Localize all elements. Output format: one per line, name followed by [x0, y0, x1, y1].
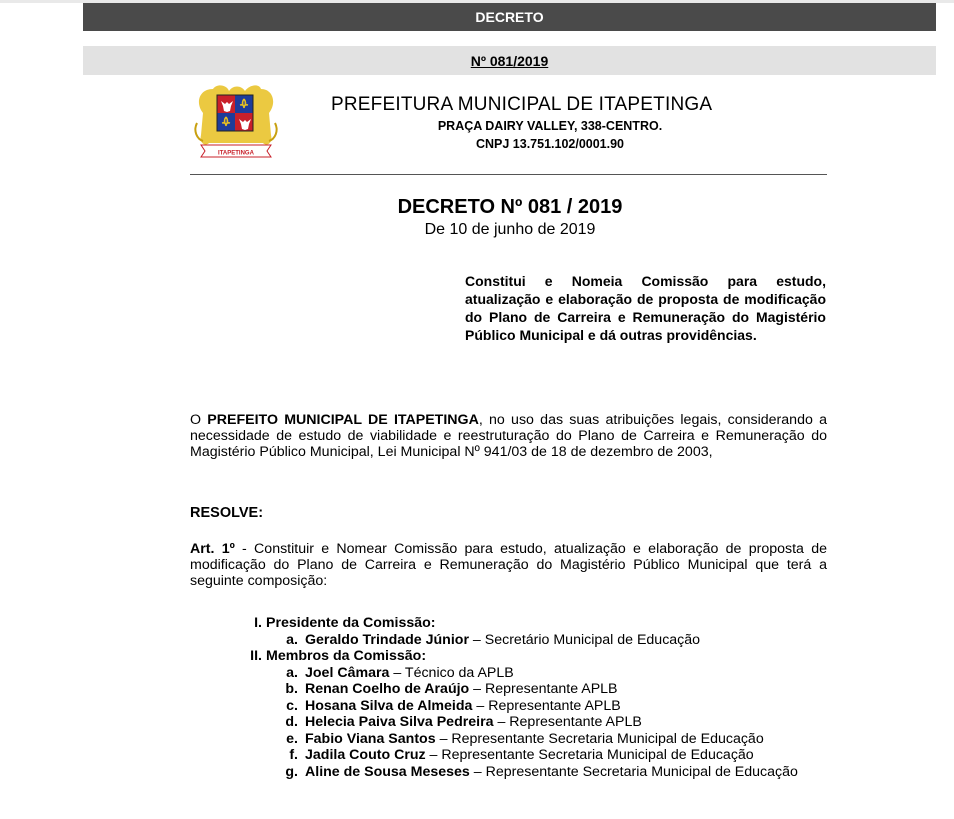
- organization-name: PREFEITURA MUNICIPAL DE ITAPETINGA: [331, 94, 713, 115]
- members-heading: Membros da Comissão:: [266, 648, 427, 664]
- section-title: DECRETO: [475, 9, 544, 25]
- composition-list: [190, 615, 827, 780]
- decree-date: De 10 de junho de 2019: [424, 221, 596, 238]
- item-letter: b.: [285, 681, 298, 697]
- member-name: Helecia Paiva Silva Pedreira: [305, 714, 494, 730]
- item-letter: c.: [286, 697, 298, 714]
- list-item: [190, 747, 827, 764]
- president-section: [190, 615, 827, 632]
- organization-cnpj: CNPJ 13.751.102/0001.90: [475, 137, 625, 151]
- article-1: [190, 541, 827, 589]
- item-letter: g.: [285, 763, 298, 780]
- member-name: Jadila Couto Cruz: [305, 747, 426, 763]
- member-role: – Representante APLB: [493, 714, 642, 730]
- member-name: Fabio Viana Santos: [305, 730, 436, 747]
- decree-number: Nº 081/2019: [470, 52, 549, 69]
- item-letter: d.: [285, 714, 298, 730]
- member-name: Geraldo Trindade Júnior: [305, 631, 469, 648]
- member-name: Renan Coelho de Araújo: [305, 681, 470, 697]
- member-role: – Secretário Municipal de Educação: [468, 631, 701, 648]
- list-item: [190, 698, 827, 715]
- preamble-paragraph: [190, 412, 827, 460]
- coat-of-arms-icon: [193, 83, 279, 159]
- member-role: – Representante Secretaria Municipal de Educação: [469, 763, 798, 780]
- list-item: [190, 665, 827, 682]
- preamble-text: , no uso das suas atribuições legais, considerando a necessidade de estudo de viabilidade e reestruturação do Plano de Carreira e Remuneração do Magistério Público Municipal, Lei Municipal Nº 941/03 de 18 de dezembro de 2003,: [190, 412, 827, 460]
- organization-address: PRAÇA DAIRY VALLEY, 338-CENTRO.: [437, 119, 663, 133]
- list-item: [190, 731, 827, 748]
- decree-title: DECRETO Nº 081 / 2019: [397, 196, 623, 218]
- section-numeral: I.: [254, 615, 262, 631]
- crest-ribbon-text: ITAPETINGA: [218, 150, 254, 157]
- member-name: Aline de Sousa Meseses: [305, 763, 470, 780]
- member-name: Hosana Silva de Almeida: [305, 697, 473, 714]
- letterhead-divider: [190, 174, 827, 175]
- list-item: [190, 632, 827, 649]
- section-title-bar: [83, 3, 936, 31]
- member-role: – Representante APLB: [472, 697, 621, 714]
- item-letter: a.: [286, 664, 298, 681]
- article-1-text: - Constituir e Nomear Comissão para estudo, atualização e elaboração de proposta de modificação do Plano de Carreira e Remuneração do Magistério Público Municipal que terá a seguinte composição:: [190, 541, 827, 589]
- member-role: – Representante Secretaria Municipal de Educação: [425, 747, 754, 763]
- decree-summary: Constitui e Nomeia Comissão para estudo, atualização e elaboração de proposta de modificação do Plano de Carreira e Remuneração do Magistério Público Municipal e dá outras providências.: [465, 273, 826, 343]
- member-role: – Técnico da APLB: [389, 664, 514, 681]
- item-letter: f.: [289, 747, 298, 763]
- decree-number-bar: [83, 46, 936, 75]
- resolve-heading: RESOLVE:: [190, 505, 264, 521]
- members-section: [190, 648, 827, 665]
- list-item: [190, 714, 827, 731]
- member-role: – Representante Secretaria Municipal de Educação: [435, 730, 764, 747]
- section-numeral: II.: [250, 648, 262, 664]
- preamble-lead: O: [190, 412, 208, 428]
- member-name: Joel Câmara: [305, 664, 390, 681]
- item-letter: a.: [286, 631, 298, 648]
- list-item: [190, 764, 827, 781]
- president-heading: Presidente da Comissão:: [266, 615, 436, 631]
- preamble-authority: PREFEITO MUNICIPAL DE ITAPETINGA: [207, 412, 479, 428]
- article-1-label: Art. 1º: [190, 541, 235, 557]
- item-letter: e.: [286, 730, 298, 747]
- list-item: [190, 681, 827, 698]
- member-role: – Representante APLB: [469, 681, 618, 697]
